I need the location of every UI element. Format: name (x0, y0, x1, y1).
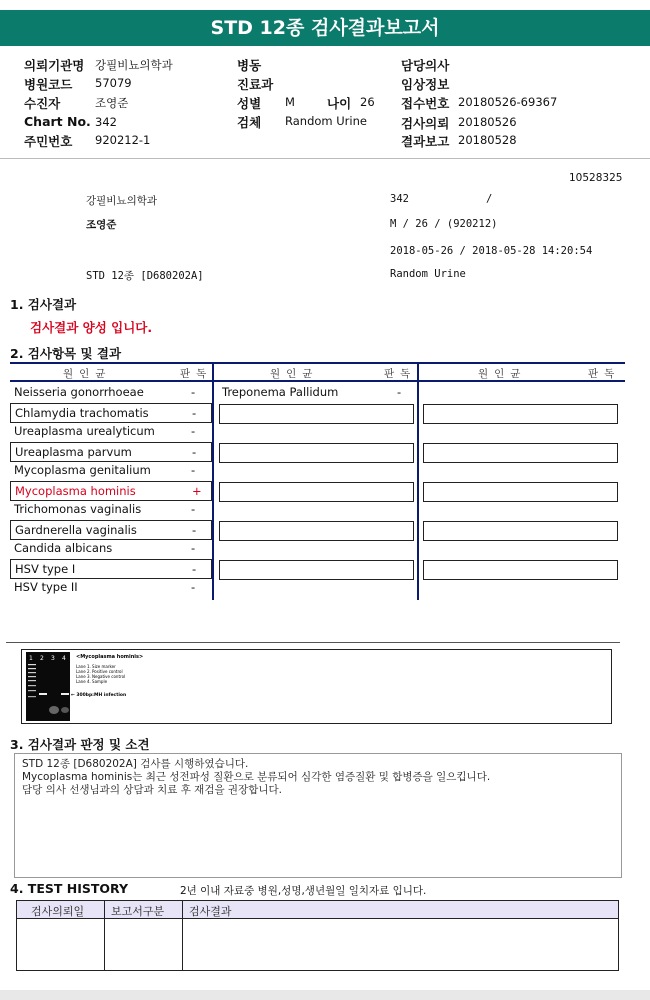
info-institution: 강필비뇨의학과 (86, 195, 158, 207)
column-divider-1 (212, 362, 214, 600)
organism-name: Treponema Pallidum (222, 385, 339, 399)
organism-name: Ureaplasma urealyticum (14, 424, 155, 438)
info-patient: 조영준 (86, 219, 117, 231)
section4-title: 4. TEST HISTORY (10, 881, 129, 896)
remark-line: STD 12종 [D680202A] 검사를 시행하였습니다. (22, 758, 249, 770)
band-annotation: ← 300bp:MH infection (71, 693, 127, 698)
institution-value: 강필비뇨의학과 (95, 58, 173, 72)
sex-label: 성별 (237, 96, 262, 111)
gel-image (22, 650, 611, 723)
hospital-code-value: 57079 (95, 76, 132, 90)
sex-value: M (285, 95, 295, 109)
history-table-header (17, 901, 618, 919)
chart-no-value: 342 (95, 115, 117, 129)
ward-label: 병동 (237, 58, 262, 73)
empty-result-box (219, 560, 414, 580)
report-date-label: 결과보고 (401, 134, 450, 149)
remark-line: 담당 의사 선생님과의 상담과 치료 후 재검을 권장합니다. (22, 784, 282, 796)
empty-result-box (423, 482, 618, 502)
history-col-divider (182, 901, 183, 970)
clinical-info-label: 임상정보 (401, 77, 450, 92)
gel-title: <Mycoplasma hominis> (76, 654, 144, 660)
header-divider (0, 158, 650, 159)
result-row (10, 422, 212, 442)
organism-result: - (191, 463, 196, 477)
organism-result: - (192, 522, 197, 537)
empty-result-box (423, 521, 618, 541)
organism-name: Candida albicans (14, 541, 113, 555)
info-slash: / (486, 193, 493, 205)
col-result-1: 판독 (180, 368, 213, 380)
organism-result: - (191, 385, 196, 399)
empty-result-box (423, 560, 618, 580)
history-col-divider (104, 901, 105, 970)
col-organism-2: 원인균 (270, 368, 319, 380)
patient-value: 조영준 (95, 96, 129, 110)
result-row (10, 578, 212, 598)
result-row (10, 500, 212, 520)
age-label: 나이 (327, 96, 352, 111)
empty-result-box (219, 443, 414, 463)
col-organism-3: 원인균 (478, 368, 527, 380)
organism-result: - (192, 561, 197, 576)
history-note: 2년 이내 자료중 병원,성명,생년월일 일치자료 입니다. (180, 885, 427, 897)
remarks-box (14, 753, 622, 878)
info-test: STD 12종 [D680202A] (86, 270, 204, 282)
gel-top-divider (6, 642, 620, 643)
result-row (10, 442, 212, 462)
patient-label: 수진자 (24, 96, 61, 111)
empty-result-box (423, 443, 618, 463)
dept-label: 진료과 (237, 77, 274, 92)
gel-legend-2: Lane 2. Positive control (76, 669, 123, 674)
history-table (16, 900, 619, 971)
organism-name: Mycoplasma genitalium (14, 463, 151, 477)
institution-label: 의뢰기관명 (24, 58, 85, 73)
organism-result: - (397, 385, 402, 399)
lane-label-3: 3 (51, 655, 55, 662)
gel-legend-3: Lane 3. Negative control (76, 674, 126, 679)
section2-title: 2. 검사항목 및 결과 (10, 346, 122, 361)
chart-no-label: Chart No. (24, 114, 91, 129)
gel-legend-4: Lane 4. Sample (76, 679, 108, 684)
organism-result: - (191, 580, 196, 594)
sample-band (61, 693, 69, 695)
resident-no-label: 주민번호 (24, 134, 73, 149)
organism-name: Mycoplasma hominis (15, 483, 136, 498)
result-row (10, 461, 212, 481)
info-dates: 2018-05-26 / 2018-05-28 14:20:54 (390, 245, 593, 257)
lane-label-1: 1 (29, 655, 33, 662)
specimen-value: Random Urine (285, 114, 367, 128)
section3-title: 3. 검사결과 판정 및 소견 (10, 737, 150, 752)
gel-legend-1: Lane 1. Size marker (76, 664, 116, 669)
info-sex-age: M / 26 / (920212) (390, 218, 498, 230)
gel-electrophoresis-figure (21, 649, 612, 724)
organism-name: Ureaplasma parvum (15, 444, 132, 459)
result-row (10, 539, 212, 559)
col-test-result: 검사결과 (189, 905, 232, 918)
specimen-label: 검체 (237, 115, 262, 130)
organism-name: Gardnerella vaginalis (15, 522, 137, 537)
report-title: STD 12종 검사결과보고서 (0, 10, 650, 46)
request-date-value: 20180526 (458, 115, 517, 129)
result-row (10, 481, 212, 501)
empty-result-box (423, 404, 618, 424)
col-report-type: 보고서구분 (111, 905, 165, 918)
primer-dimer (61, 707, 69, 713)
doctor-label: 담당의사 (401, 58, 450, 73)
positive-band (39, 693, 47, 695)
organism-result: - (192, 405, 197, 420)
report-id: 10528325 (569, 172, 623, 184)
col-organism-1: 원인균 (63, 368, 112, 380)
report-date-value: 20180528 (458, 133, 517, 147)
organism-result: - (191, 541, 196, 555)
organism-result: - (191, 424, 196, 438)
empty-result-box (219, 482, 414, 502)
primer-dimer (49, 706, 59, 714)
empty-result-box (219, 521, 414, 541)
receipt-no-label: 접수번호 (401, 96, 450, 111)
col-result-2: 판독 (384, 368, 417, 380)
resident-no-value: 920212-1 (95, 133, 151, 147)
organism-name: Trichomonas vaginalis (14, 502, 142, 516)
lane-label-2: 2 (40, 655, 44, 662)
info-chart: 342 (390, 193, 409, 205)
column-divider-2 (417, 362, 419, 600)
request-date-label: 검사의뢰 (401, 116, 450, 131)
organism-result: - (191, 502, 196, 516)
organism-name: HSV type II (14, 580, 78, 594)
results-table-header (10, 362, 625, 382)
positive-result-text: 검사결과 양성 입니다. (30, 320, 153, 335)
col-result-3: 판독 (588, 368, 621, 380)
section1-title: 1. 검사결과 (10, 297, 77, 312)
result-row (10, 559, 212, 579)
result-row (10, 520, 212, 540)
receipt-no-value: 20180526-69367 (458, 95, 558, 109)
lane-label-4: 4 (62, 655, 66, 662)
treponema-row (218, 383, 414, 403)
info-specimen: Random Urine (390, 268, 466, 280)
empty-result-box (219, 404, 414, 424)
organism-name: HSV type I (15, 561, 76, 576)
hospital-code-label: 병원코드 (24, 77, 73, 92)
organism-name: Chlamydia trachomatis (15, 405, 149, 420)
remark-line: Mycoplasma hominis는 최근 성전파성 질환으로 분류되어 심각한 염증질환 및 합병증을 일으킵니다. (22, 771, 491, 783)
col-request-date: 검사의뢰일 (31, 905, 85, 918)
organism-result: - (192, 444, 197, 459)
age-value: 26 (360, 95, 375, 109)
result-row (10, 383, 212, 403)
organism-result: + (192, 483, 202, 498)
result-row (10, 403, 212, 423)
organism-name: Neisseria gonorrhoeae (14, 385, 144, 399)
